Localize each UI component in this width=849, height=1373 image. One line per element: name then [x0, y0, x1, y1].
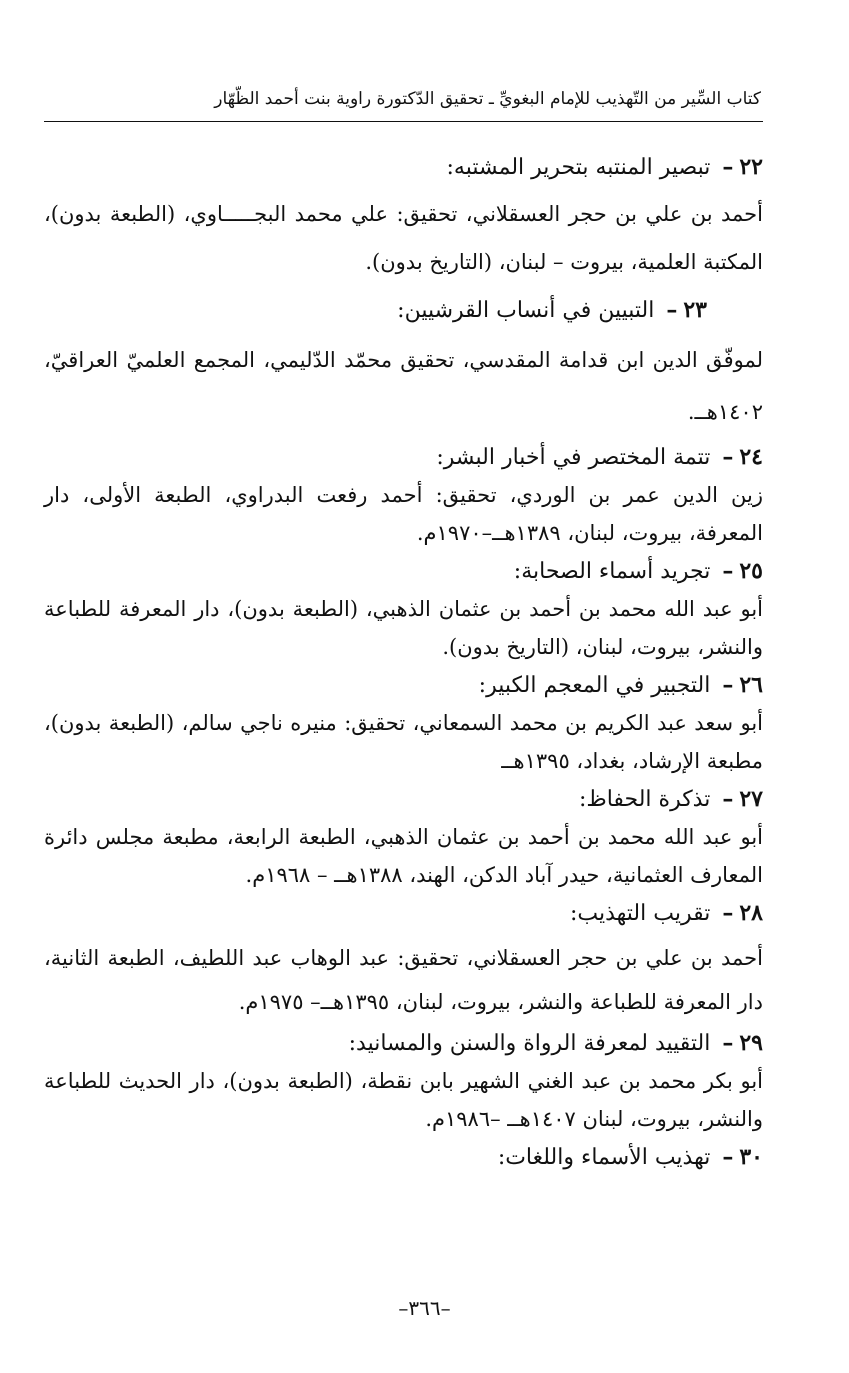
- bibliography-entry-27: [44, 780, 763, 894]
- entry-heading: [44, 552, 763, 590]
- bibliography-entry-28: [44, 894, 763, 1024]
- entry-title: تجريد أسماء الصحابة:: [513, 559, 711, 584]
- bibliography-entry-22: [44, 148, 763, 286]
- entry-heading: [44, 438, 763, 476]
- entry-dash: –: [722, 1030, 734, 1056]
- entry-number: ٢٥: [739, 558, 763, 584]
- entry-heading: [44, 666, 763, 704]
- entry-title: تبصير المنتبه بتحرير المشتبه:: [446, 155, 711, 180]
- entry-description: أبو بكر محمد بن عبد الغني الشهير بابن نقطة، (الطبعة بدون)، دار الحديث للطباعة والنشر، بيروت، لبنان ١٤٠٧هــ –١٩٨٦م.: [44, 1069, 763, 1131]
- bibliography-list: [44, 148, 763, 1176]
- bibliography-entry-26: [44, 666, 763, 780]
- header-divider: [44, 121, 763, 122]
- entry-dash: –: [722, 786, 734, 812]
- entry-heading: [44, 148, 763, 186]
- entry-heading: [44, 780, 763, 818]
- entry-number: ٢٣: [683, 297, 707, 323]
- entry-title: تذكرة الحفاظ:: [578, 787, 711, 812]
- entry-dash: –: [722, 672, 734, 698]
- entry-dash: –: [722, 444, 734, 470]
- entry-title: التقييد لمعرفة الرواة والسنن والمسانيد:: [348, 1031, 711, 1056]
- entry-dash: –: [666, 297, 678, 323]
- entry-description: أبو سعد عبد الكريم بن محمد السمعاني، تحقيق: منيره ناجي سالم، (الطبعة بدون)، مطبعة الإرشاد، بغداد، ١٣٩٥هــ: [44, 711, 763, 773]
- entry-dash: –: [722, 1144, 734, 1170]
- bibliography-entry-29: [44, 1024, 763, 1138]
- entry-heading: [44, 1024, 763, 1062]
- entry-dash: –: [722, 154, 734, 180]
- entry-dash: –: [722, 558, 734, 584]
- entry-description: أبو عبد الله محمد بن أحمد بن عثمان الذهبي، الطبعة الرابعة، مطبعة مجلس دائرة المعارف العثمانية، حيدر آباد الدكن، الهند، ١٣٨٨هــ – ١٩٦٨م.: [44, 825, 763, 887]
- entry-number: ٢٢: [739, 154, 763, 180]
- entry-heading: [44, 286, 763, 334]
- entry-title: تتمة المختصر في أخبار البشر:: [436, 445, 711, 470]
- entry-number: ٢٨: [739, 900, 763, 926]
- entry-number: ٢٦: [739, 672, 763, 698]
- entry-description: أحمد بن علي بن حجر العسقلاني، تحقيق: علي محمد البجـــــاوي، (الطبعة بدون)، المكتبة العلمية، بيروت – لبنان، (التاريخ بدون).: [44, 202, 763, 274]
- page-number: –٣٦٦–: [398, 1296, 451, 1320]
- entry-number: ٢٤: [739, 444, 763, 470]
- entry-heading: [44, 894, 763, 932]
- entry-description: زين الدين عمر بن الوردي، تحقيق: أحمد رفعت البدراوي، الطبعة الأولى، دار المعرفة، بيروت، لبنان، ١٣٨٩هــ–١٩٧٠م.: [44, 483, 763, 545]
- bibliography-entry-23: [44, 286, 763, 438]
- entry-heading: [44, 1138, 763, 1176]
- entry-title: التجبير في المعجم الكبير:: [478, 673, 711, 698]
- entry-title: تهذيب الأسماء واللغات:: [497, 1145, 711, 1170]
- entry-dash: –: [722, 900, 734, 926]
- bibliography-entry-30: [44, 1138, 763, 1176]
- entry-number: ٢٧: [739, 786, 763, 812]
- entry-title: تقريب التهذيب:: [569, 901, 711, 926]
- entry-description: لموفّق الدين ابن قدامة المقدسي، تحقيق محمّد الدّليمي، المجمع العلميّ العراقيّ، ١٤٠٢هــ.: [44, 348, 763, 424]
- entry-description: أحمد بن علي بن حجر العسقلاني، تحقيق: عبد الوهاب عبد اللطيف، الطبعة الثانية، دار المعرفة للطباعة والنشر، بيروت، لبنان، ١٣٩٥هــ– ١٩٧٥م.: [44, 946, 763, 1014]
- bibliography-entry-24: [44, 438, 763, 552]
- running-header: كتاب السِّير من التّهذيب للإمام البغويِّ ـ تحقيق الدّكتورة راوية بنت أحمد الظّهّار: [214, 89, 761, 109]
- entry-title: التبيين في أنساب القرشيين:: [397, 298, 655, 323]
- bibliography-entry-25: [44, 552, 763, 666]
- entry-number: ٣٠: [739, 1144, 763, 1170]
- entry-description: أبو عبد الله محمد بن أحمد بن عثمان الذهبي، (الطبعة بدون)، دار المعرفة للطباعة والنشر، بيروت، لبنان، (التاريخ بدون).: [44, 597, 763, 659]
- entry-number: ٢٩: [739, 1030, 763, 1056]
